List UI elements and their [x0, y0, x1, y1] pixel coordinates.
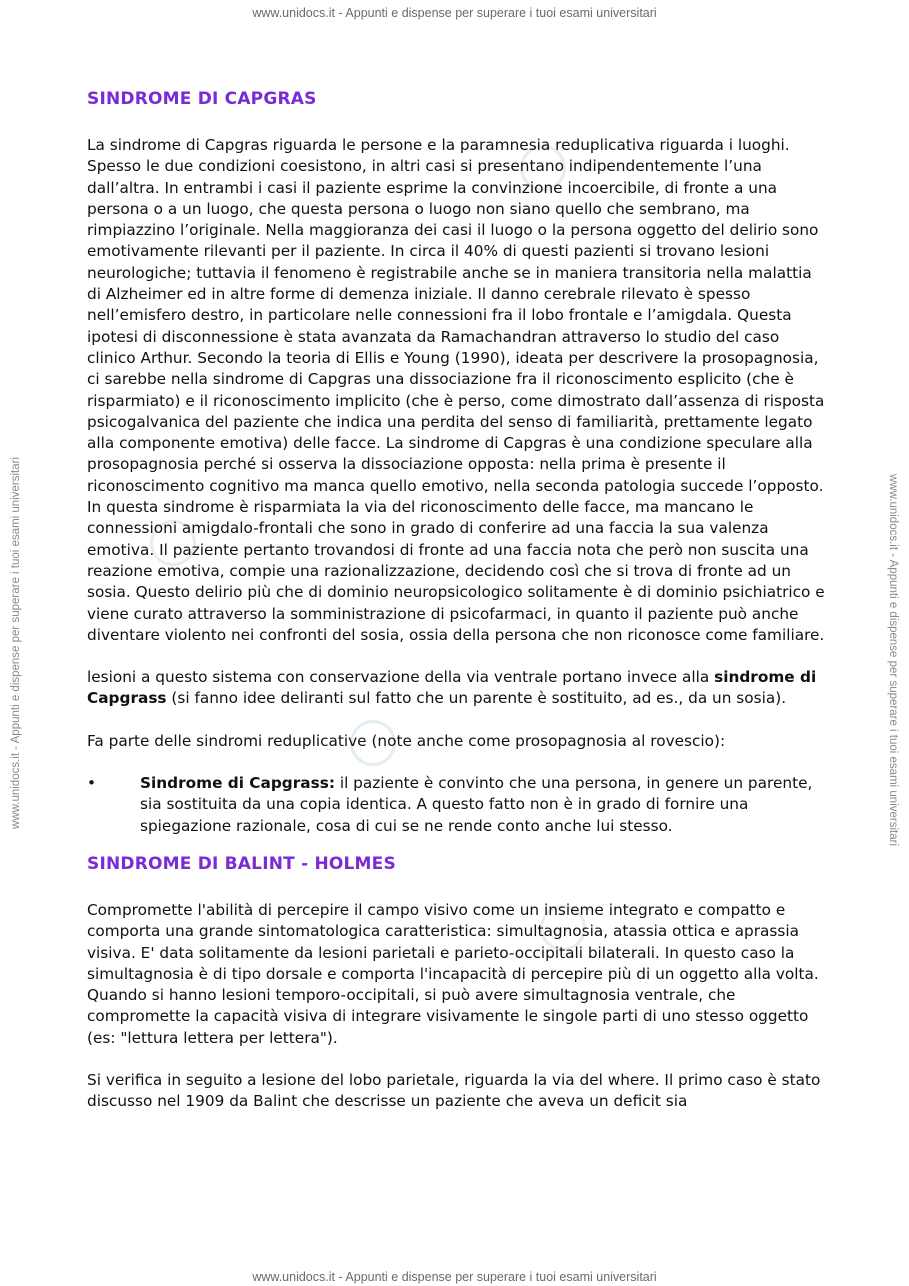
- bold-term: Sindrome di Capgrass:: [140, 774, 335, 793]
- bullet-icon: •: [87, 774, 97, 793]
- header-banner: www.unidocs.it - Appunti e dispense per superare i tuoi esami universitari: [252, 6, 657, 20]
- section-title-capgras: SINDROME DI CAPGRAS: [87, 89, 317, 109]
- paragraph: La sindrome di Capgras riguarda le persone e la paramnesia reduplicativa riguarda i luoghi. Spesso le due condizioni coesistono, in altri casi si presentano indipendentemente l’una dall’altra. In entrambi i casi il paziente esprime la convinzione incoercibile, di fronte a una persona o a un luogo, che questa persona o luogo non siano quello che sembrano, ma rimpiazzino l’originale. Nella maggioranza dei casi il luogo o la persona oggetto del delirio sono emotivamente rilevanti per il paziente. In circa il 40% di questi pazienti si trovano lesioni neurologiche; tuttavia il fenomeno è registrabile anche se in maniera transitoria nella malattia di Alzheimer ed in altre forme di demenza iniziale. Il danno cerebrale rilevato è spesso nell’emisfero destro, in particolare nelle connessioni fra il lobo frontale e l’amigdala. Questa ipotesi di disconnessione è stata avanzata da Ramachandran attraverso lo studio del caso clinico Arthur. Secondo la teoria di Ellis e Young (1990), ideata per descrivere la prosopagnosia, ci sarebbe nella sindrome di Capgras una dissociazione fra il riconoscimento esplicito (che è risparmiato) e il riconoscimento implicito (che è perso, come dimostrato dall’assenza di risposta psicogalvanica del paziente che indica una perdita del senso di familiarità, prettamente legato alla componente emotiva) delle facce. La sindrome di Capgras è una condizione speculare alla prosopagnosia perché si osserva la dissociazione opposta: nella prima è presente il riconoscimento cognitivo ma manca quello emotivo, nella seconda patologia succede l’opposto. In questa sindrome è risparmiata la via del riconoscimento delle facce, ma mancano le connessioni amigdalo-frontali che sono in grado di conferire ad una faccia la sua valenza emotiva. Il paziente pertanto trovandosi di fronte ad una faccia nota che però non suscita una reazione emotiva, compie una razionalizzazione, decidendo così che si trova di fronte ad un sosia. Questo delirio più che di dominio neuropsicologico solitamente è di dominio psichiatrico e viene curato attraverso la somministrazione di psicofarmaci, in quanto il paziente può anche diventare violento nei confronti del sosia, ossia della persona che non riconosce come familiare.: [87, 136, 825, 644]
- paragraph: Compromette l'abilità di percepire il campo visivo come un insieme integrato e compatto e comporta una grande sintomatologica caratteristica: simultagnosia, atassia ottica e aprassia visiva. E' data solitamente da lesioni parietali e parieto-occipitali bilaterali. In questo caso la simultagnosia è di tipo dorsale e comporta l'incapacità di percepire più di un oggetto alla volta. Quando si hanno lesioni temporo-occipitali, si può avere simultagnosia ventrale, che compromette la capacità visiva di integrare visivamente le singole parti di uno stesso oggetto (es: "lettura lettera per lettera").: [87, 900, 819, 1047]
- paragraph: Fa parte delle sindromi reduplicative (note anche come prosopagnosia al rovescio):: [87, 731, 726, 750]
- document-body: [87, 86, 827, 1113]
- list-item: • Sindrome di Capgrass: il paziente è convinto che una persona, in genere un parente, sia sostituita da una copia identica. A questo fatto non è in grado di fornire una spiegazione razionale, cosa di cui se ne rende conto anche lui stesso.: [87, 773, 827, 837]
- bold-term: sindrome di Capgrass: [87, 668, 817, 708]
- paragraph: Si verifica in seguito a lesione del lobo parietale, riguarda la via del where. Il primo caso è stato discusso nel 1909 da Balint che descrisse un paziente che aveva un deficit sia: [87, 1070, 821, 1111]
- footer-banner: www.unidocs.it - Appunti e dispense per superare i tuoi esami universitari: [252, 1270, 657, 1284]
- side-watermark-right: www.unidocs.it - Appunti e dispense per superare i tuoi esami universitari: [887, 473, 899, 847]
- side-watermark-left: www.unidocs.it - Appunti e dispense per superare i tuoi esami universitari: [10, 456, 22, 830]
- section-title-balint: SINDROME DI BALINT - HOLMES: [87, 853, 396, 874]
- paragraph: lesioni a questo sistema con conservazione della via ventrale portano invece alla sindrome di Capgrass (si fanno idee deliranti sul fatto che un parente è sostituito, ad es., da un sosia).: [87, 668, 817, 708]
